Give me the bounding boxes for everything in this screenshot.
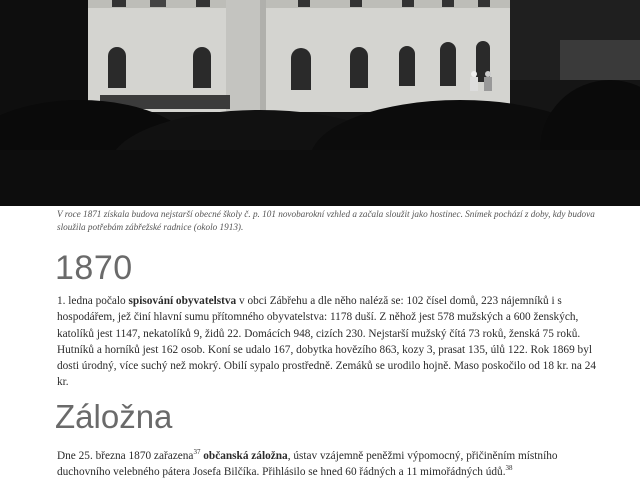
section-heading-1870: 1870: [55, 249, 133, 287]
footnote-ref-37[interactable]: 37: [193, 448, 201, 457]
paragraph-rest: v obci Zábřehu a dle něho naléză se: 102 čísel domů, 223 nájemníků i s hospodářem, jež činí hlavní sumu přítomného obyvatelstva: 1178 duší. Z něhož jest 578 mužských a 600 ženských, katolíků jest 1147, nekatolíků 9, židů 22. Domácích 948, cizích 230. Nejstarší mužský čítá 73 roků, ženská 75 roků. Hutníků a horníků jest 162 osob. Koní se udalo 167, dobytka hovězího 863, kozy 3, prasat 135, úlů 122. Rok 1869 byl dosti úrodný, více suchý než mokrý. Obilí sypalo prostředně. Zemáků se urodilo hojně. Maso poskočilo od 18 kr. na 24 kr.: [57, 295, 597, 389]
paragraph-zalozna: [57, 448, 605, 481]
footnote-ref-38[interactable]: 38: [505, 464, 513, 473]
historical-photo: [0, 0, 640, 206]
school-building-photo: [0, 0, 640, 206]
paragraph-rest: , ústav vzájemně peněžmi výpomocný, přičiněním místního duchovního velebného pátera Josefa Bilčíka. Přihlásilo se hned 60 řádných a 11 mimořádných údů.: [57, 450, 558, 479]
paragraph-bold: občanská záložna: [203, 450, 288, 462]
photo-caption: V roce 1871 získala budova nejstarší obecné školy č. p. 101 novobarokní vzhled a začala sloužit jako hostinec. Snímek pochází z doby, kdy budova sloužila potřebám zábřežské radnice (okolo 1913).: [57, 209, 595, 232]
paragraph-1870: [57, 293, 605, 391]
paragraph-intro: 1. ledna počalo: [57, 295, 129, 307]
paragraph-bold: spisování obyvatelstva: [128, 295, 237, 307]
paragraph-intro: Dne 25. března 1870 zařazena: [57, 450, 194, 462]
section-heading-zalozna: Záložna: [55, 398, 173, 435]
